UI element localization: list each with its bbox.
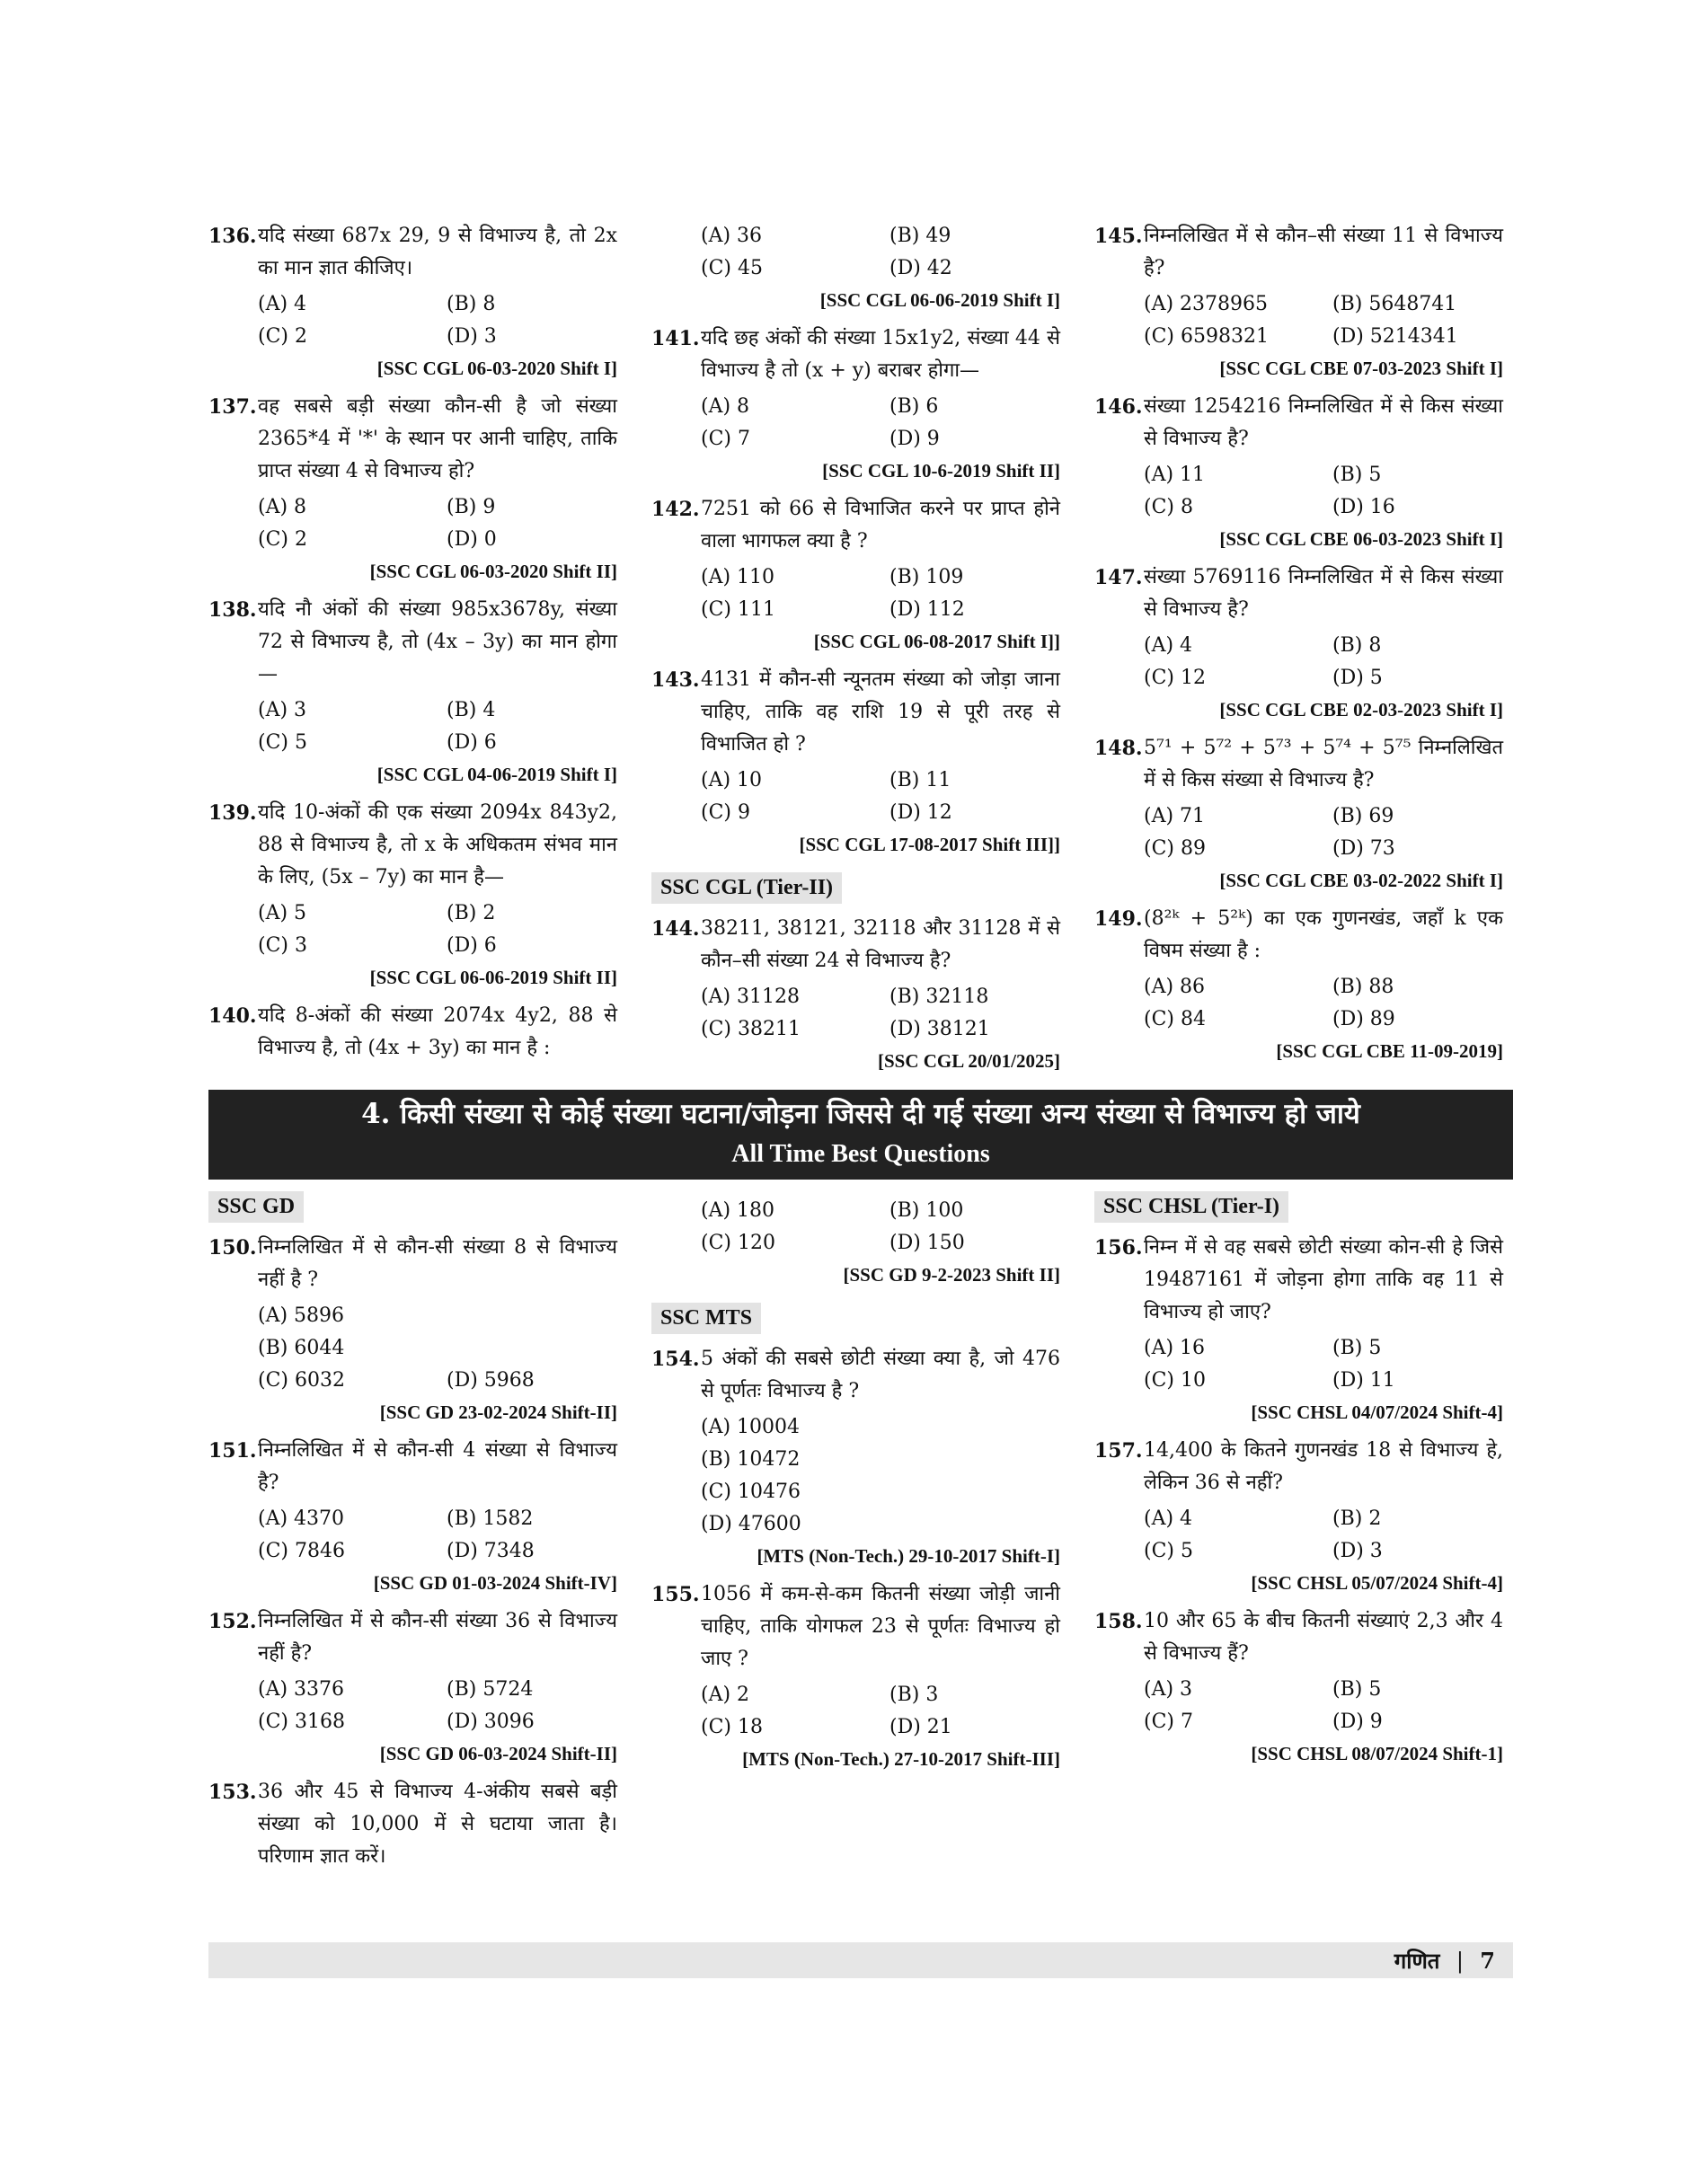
option: (B) 2 [447, 902, 496, 924]
option: (A) 8 [258, 496, 307, 518]
options-grid [651, 561, 1060, 626]
options-grid [1094, 1503, 1503, 1568]
options-grid [1094, 1674, 1503, 1738]
question-block [651, 493, 1060, 657]
question-body: संख्या 5769116 निम्नलिखित में से किस संख्या से विभाज्य है? [1144, 566, 1503, 621]
column-1-top [208, 220, 617, 1072]
option: (A) 8 [701, 395, 750, 418]
banner-title: 4. किसी संख्या से कोई संख्या घटाना/जोड़ना जिससे दी गई संख्या अन्य संख्या से विभाज्य हो जाये [361, 1098, 1360, 1130]
question-body: 1056 में कम-से-कम कितनी संख्या जोड़ी जानी चाहिए, ताकि योगफल 23 से पूर्णतः विभाज्य हो जाए ? [701, 1583, 1060, 1670]
question-text [651, 664, 1060, 761]
question-block [651, 1195, 1060, 1290]
column-2-top [651, 220, 1060, 1083]
option: (C) 9 [701, 801, 750, 824]
question-number: 147. [1094, 566, 1143, 589]
question-text [1094, 561, 1503, 626]
section-heading: SSC CGL (Tier-II) [651, 872, 842, 904]
question-body: यदि 8-अंकों की संख्या 2074x 4y2, 88 से विभाज्य है, तो (4x + 3y) का मान है : [258, 1004, 617, 1059]
options-grid [1094, 971, 1503, 1036]
question-text [208, 1435, 617, 1499]
question-number: 137. [208, 395, 257, 419]
option: (D) 3 [1332, 1540, 1383, 1562]
question-body: 10 और 65 के बीच कितनी संख्याएं 2,3 और 4 से विभाज्य हैं? [1144, 1610, 1503, 1665]
question-body: निम्नलिखित में से कौन-सी संख्या 36 से विभाज्य नहीं है? [258, 1610, 617, 1665]
exam-source: [SSC GD 06-03-2024 Shift-II] [379, 1743, 617, 1764]
exam-source: [SSC CGL 06-06-2019 Shift I] [819, 289, 1060, 311]
question-body: निम्नलिखित में से कौन-सी संख्या 8 से विभाज्य नहीं है ? [258, 1236, 617, 1291]
option: (D) 7348 [447, 1540, 535, 1562]
options-grid [208, 1300, 617, 1397]
question-text [1094, 903, 1503, 968]
column-3-bottom [1094, 1186, 1503, 1776]
question-body: 14,400 के कितने गुणनखंड 18 से विभाज्य हे, लेकिन 36 से नहीं? [1144, 1439, 1503, 1494]
question-body: निम्नलिखित में से कौन-सी 4 संख्या से विभाज्य है? [258, 1439, 617, 1494]
option: (B) 5 [1332, 1678, 1382, 1701]
question-block [1094, 1232, 1503, 1428]
question-block [651, 323, 1060, 486]
option: (B) 11 [889, 769, 951, 791]
question-text [1094, 391, 1503, 455]
exam-source: [SSC CGL 17-08-2017 Shift III]] [799, 834, 1060, 855]
option: (D) 3096 [447, 1711, 535, 1733]
section-banner [208, 1090, 1513, 1180]
question-number: 154. [651, 1348, 700, 1371]
question-block [1094, 1435, 1503, 1598]
question-text [208, 391, 617, 488]
option: (B) 5 [1332, 1337, 1382, 1359]
option: (C) 2 [258, 325, 307, 348]
question-number: 139. [208, 801, 257, 825]
option: (D) 16 [1332, 496, 1395, 518]
question-text [1094, 1232, 1503, 1329]
option: (C) 3 [258, 934, 307, 957]
option: (C) 120 [701, 1232, 775, 1254]
question-body: 5 अंकों की सबसे छोटी संख्या क्या है, जो 476 से पूर्णतः विभाज्य है ? [701, 1348, 1060, 1402]
option: (A) 3 [1144, 1678, 1193, 1701]
exam-source: [SSC CHSL 04/07/2024 Shift-4] [1251, 1401, 1503, 1423]
banner-subtitle: All Time Best Questions [731, 1140, 990, 1168]
option: (A) 31128 [701, 986, 801, 1008]
option: (C) 3168 [258, 1711, 345, 1733]
options-grid [651, 1195, 1060, 1260]
question-number: 148. [1094, 737, 1143, 760]
column-1-bottom [208, 1186, 617, 1880]
question-block [208, 1000, 617, 1065]
column-3-top [1094, 220, 1503, 1074]
question-block [208, 797, 617, 993]
question-body: 7251 को 66 से विभाजित करने पर प्राप्त होने वाला भागफल क्या है ? [701, 498, 1060, 553]
question-number: 153. [208, 1781, 257, 1804]
question-number: 146. [1094, 395, 1143, 419]
exam-source: [SSC CGL 06-03-2020 Shift I] [376, 358, 617, 379]
option: (C) 8 [1144, 496, 1193, 518]
options-grid [208, 897, 617, 962]
options-grid [208, 491, 617, 556]
option: (D) 5968 [447, 1369, 535, 1392]
option: (B) 4 [447, 699, 496, 721]
option: (B) 100 [889, 1199, 964, 1222]
question-text [651, 913, 1060, 977]
question-expression: (8²ᵏ + 5²ᵏ) [1144, 907, 1253, 930]
options-grid [651, 391, 1060, 455]
exam-source: [SSC CGL 06-06-2019 Shift II] [369, 967, 617, 988]
option: (D) 11 [1332, 1369, 1395, 1392]
question-number: 141. [651, 327, 700, 350]
option: (B) 6044 [258, 1337, 345, 1359]
exam-source: [SSC GD 01-03-2024 Shift-IV] [373, 1572, 617, 1594]
exam-source: [SSC CGL CBE 11-09-2019] [1276, 1040, 1503, 1062]
question-block [208, 1776, 617, 1873]
question-body: यदि 10-अंकों की एक संख्या 2094x 843y2, 88 से विभाज्य है, तो x के अधिकतम संभव मान के लिए, (5x – 7y) का मान है— [258, 801, 617, 888]
option: (B) 9 [447, 496, 496, 518]
question-block [651, 664, 1060, 860]
exam-source: [SSC CGL 10-6-2019 Shift II] [822, 460, 1060, 482]
option: (B) 10472 [701, 1448, 801, 1471]
question-text [208, 1232, 617, 1296]
options-grid [1094, 800, 1503, 865]
question-block [1094, 561, 1503, 725]
question-text [208, 1000, 617, 1065]
question-body: संख्या 1254216 निम्नलिखित में से किस संख्या से विभाज्य है? [1144, 395, 1503, 450]
question-body: यदि छह अंकों की संख्या 15x1y2, संख्या 44 से विभाज्य है तो (x + y) बराबर होगा— [701, 327, 1060, 382]
option: (C) 10 [1144, 1369, 1206, 1392]
question-text [1094, 1605, 1503, 1670]
option: (C) 6032 [258, 1369, 345, 1392]
question-block [651, 1578, 1060, 1774]
option: (B) 69 [1332, 805, 1394, 827]
question-body: 38211, 38121, 32118 और 31128 में से कौन–सी संख्या 24 से विभाज्य है? [701, 917, 1060, 972]
question-number: 149. [1094, 907, 1143, 931]
question-body: निम्न में से वह सबसे छोटी संख्या कोन-सी हे जिसे 19487161 में जोड़ना होगा ताकि वह 11 से विभाज्य हो जाए? [1144, 1236, 1503, 1323]
option [447, 1300, 626, 1332]
option: (D) 6 [447, 934, 497, 957]
option: (C) 111 [701, 598, 775, 621]
question-block [1094, 903, 1503, 1066]
options-grid [1094, 1332, 1503, 1397]
column-2-bottom [651, 1195, 1060, 1781]
option: (A) 110 [701, 566, 775, 588]
question-number: 142. [651, 498, 700, 521]
option: (A) 4370 [258, 1507, 345, 1530]
option: (D) 73 [1332, 837, 1395, 860]
question-block [1094, 391, 1503, 554]
option: (B) 5 [1332, 464, 1382, 486]
question-number: 158. [1094, 1610, 1143, 1633]
question-number: 145. [1094, 225, 1143, 248]
option: (B) 8 [447, 293, 496, 315]
option: (D) 5214341 [1332, 325, 1458, 348]
option: (A) 10 [701, 769, 763, 791]
option: (B) 3 [889, 1684, 939, 1706]
option: (B) 1582 [447, 1507, 534, 1530]
question-block [1094, 732, 1503, 896]
question-number: 144. [651, 917, 700, 941]
question-body: का एक गुणनखंड, जहाँ k एक विषम संख्या है : [1144, 907, 1503, 962]
exam-source: [SSC CGL 04-06-2019 Shift I] [376, 764, 617, 785]
exam-source: [SSC GD 23-02-2024 Shift-II] [379, 1401, 617, 1423]
option: (C) 38211 [701, 1018, 801, 1040]
question-block [651, 913, 1060, 1076]
question-text [1094, 220, 1503, 285]
option: (D) 38121 [889, 1018, 990, 1040]
question-text [1094, 1435, 1503, 1499]
options-grid [651, 1679, 1060, 1744]
option: (D) 12 [889, 801, 952, 824]
question-text [1094, 732, 1503, 797]
options-grid [208, 288, 617, 353]
option: (C) 10476 [701, 1481, 801, 1503]
question-text [651, 493, 1060, 558]
question-block [208, 220, 617, 384]
option: (B) 6 [889, 395, 939, 418]
options-grid [651, 765, 1060, 829]
option: (D) 5 [1332, 667, 1383, 689]
question-body: 4131 में कौन-सी न्यूनतम संख्या को जोड़ा जाना चाहिए, ताकि वह राशि 19 से पूरी तरह से विभाजित हो ? [701, 668, 1060, 756]
option: (C) 45 [701, 257, 763, 279]
option [447, 1332, 626, 1365]
option: (D) 9 [889, 428, 940, 450]
option: (A) 2 [701, 1684, 750, 1706]
question-text [208, 1605, 617, 1670]
question-body: यदि नौ अंकों की संख्या 985x3678y, संख्या 72 से विभाज्य है, तो (4x – 3y) का मान होगा— [258, 598, 617, 685]
exam-source: [SSC CHSL 05/07/2024 Shift-4] [1251, 1572, 1503, 1594]
exam-source: [SSC CGL CBE 06-03-2023 Shift I] [1219, 528, 1503, 550]
exam-source: [SSC CGL CBE 07-03-2023 Shift I] [1219, 358, 1503, 379]
option: (A) 3 [258, 699, 307, 721]
options-grid [651, 220, 1060, 285]
exam-source: [SSC CGL CBE 02-03-2023 Shift I] [1219, 699, 1503, 720]
section-heading: SSC CHSL (Tier-I) [1094, 1191, 1288, 1223]
option: (C) 5 [1144, 1540, 1193, 1562]
option: (A) 11 [1144, 464, 1206, 486]
exam-source: [SSC CGL CBE 03-02-2022 Shift I] [1219, 870, 1503, 891]
question-number: 156. [1094, 1236, 1143, 1260]
exam-source: [SSC GD 9-2-2023 Shift II] [843, 1264, 1060, 1286]
option: (D) 112 [889, 598, 965, 621]
question-number: 150. [208, 1236, 257, 1260]
option: (D) 150 [889, 1232, 965, 1254]
option: (C) 2 [258, 528, 307, 551]
question-number: 152. [208, 1610, 257, 1633]
question-text [208, 1776, 617, 1873]
page-footer [208, 1942, 1513, 1978]
question-text [651, 1343, 1060, 1408]
question-number: 155. [651, 1583, 700, 1606]
question-block [651, 220, 1060, 315]
question-body: यदि संख्या 687x 29, 9 से विभाज्य है, तो 2x का मान ज्ञात कीजिए। [258, 225, 617, 279]
option: (A) 5896 [258, 1304, 345, 1327]
question-block [208, 1232, 617, 1428]
option: (A) 3376 [258, 1678, 345, 1701]
options-grid [208, 1674, 617, 1738]
option: (A) 4 [1144, 1507, 1193, 1530]
question-body: निम्नलिखित में से कौन–सी संख्या 11 से विभाज्य है? [1144, 225, 1503, 279]
question-text [208, 220, 617, 285]
option: (A) 4 [258, 293, 307, 315]
option: (B) 5724 [447, 1678, 534, 1701]
section-heading: SSC MTS [651, 1303, 761, 1334]
options-grid [651, 1411, 1060, 1541]
question-block [208, 391, 617, 587]
question-expression: 5⁷¹ + 5⁷² + 5⁷³ + 5⁷⁴ + 5⁷⁵ [1144, 737, 1412, 759]
option: (D) 47600 [701, 1513, 801, 1535]
option: (C) 89 [1144, 837, 1206, 860]
option: (A) 2378965 [1144, 293, 1269, 315]
option: (A) 4 [1144, 634, 1193, 657]
question-text [651, 323, 1060, 387]
option: (D) 89 [1332, 1008, 1395, 1030]
question-block [208, 594, 617, 790]
option: (B) 49 [889, 225, 951, 247]
options-grid [1094, 630, 1503, 694]
question-block [1094, 220, 1503, 384]
options-grid [651, 981, 1060, 1046]
exam-source: [SSC CGL 06-03-2020 Shift II] [369, 561, 617, 582]
question-number: 143. [651, 668, 700, 692]
option: (A) 16 [1144, 1337, 1206, 1359]
option: (C) 6598321 [1144, 325, 1269, 348]
question-block [208, 1605, 617, 1769]
option: (C) 84 [1144, 1008, 1206, 1030]
question-text [208, 594, 617, 691]
option: (A) 71 [1144, 805, 1206, 827]
option: (B) 2 [1332, 1507, 1382, 1530]
option: (D) 6 [447, 731, 497, 754]
options-grid [208, 694, 617, 759]
option: (D) 21 [889, 1716, 952, 1738]
option: (A) 36 [701, 225, 763, 247]
option: (C) 7 [1144, 1711, 1193, 1733]
question-body: निम्नलिखित में से किस संख्या से विभाज्य है? [1144, 737, 1504, 791]
option: (A) 5 [258, 902, 307, 924]
section-heading: SSC GD [208, 1191, 304, 1223]
question-number: 151. [208, 1439, 257, 1463]
question-body: वह सबसे बड़ी संख्या कौन-सी है जो संख्या 2365*4 में '*' के स्थान पर आनी चाहिए, ताकि प्राप्त संख्या 4 से विभाज्य हो? [258, 395, 617, 482]
question-number: 157. [1094, 1439, 1143, 1463]
option: (C) 5 [258, 731, 307, 754]
option: (D) 3 [447, 325, 497, 348]
option: (B) 32118 [889, 986, 989, 1008]
option: (C) 18 [701, 1716, 763, 1738]
options-grid [1094, 288, 1503, 353]
footer-subject: गणित [1394, 1948, 1440, 1974]
options-grid [1094, 459, 1503, 524]
exam-source: [MTS (Non-Tech.) 29-10-2017 Shift-I] [757, 1545, 1060, 1567]
option: (B) 5648741 [1332, 293, 1457, 315]
page-number: 7 [1480, 1948, 1495, 1974]
option: (A) 86 [1144, 976, 1206, 998]
question-block [651, 1343, 1060, 1571]
exam-source: [SSC CGL 06-08-2017 Shift I]] [813, 631, 1060, 652]
option: (C) 12 [1144, 667, 1206, 689]
options-grid [208, 1503, 617, 1568]
exam-source: [MTS (Non-Tech.) 27-10-2017 Shift-III] [742, 1748, 1060, 1770]
option: (D) 9 [1332, 1711, 1383, 1733]
footer-separator: | [1456, 1949, 1464, 1974]
option: (C) 7846 [258, 1540, 345, 1562]
question-block [1094, 1605, 1503, 1769]
option: (A) 10004 [701, 1416, 801, 1438]
option: (D) 42 [889, 257, 952, 279]
option: (C) 7 [701, 428, 750, 450]
exam-source: [SSC CGL 20/01/2025] [877, 1050, 1060, 1072]
option: (B) 88 [1332, 976, 1394, 998]
option: (B) 109 [889, 566, 964, 588]
option: (B) 8 [1332, 634, 1382, 657]
option: (A) 180 [701, 1199, 775, 1222]
option: (D) 0 [447, 528, 497, 551]
exam-source: [SSC CHSL 08/07/2024 Shift-1] [1251, 1743, 1503, 1764]
question-number: 140. [208, 1004, 257, 1028]
question-number: 136. [208, 225, 257, 248]
question-body: 36 और 45 से विभाज्य 4-अंकीय सबसे बड़ी संख्या को 10,000 में से घटाया जाता है। परिणाम ज्ञात करें। [258, 1781, 617, 1868]
question-text [208, 797, 617, 894]
question-block [208, 1435, 617, 1598]
question-text [651, 1578, 1060, 1675]
question-number: 138. [208, 598, 257, 622]
